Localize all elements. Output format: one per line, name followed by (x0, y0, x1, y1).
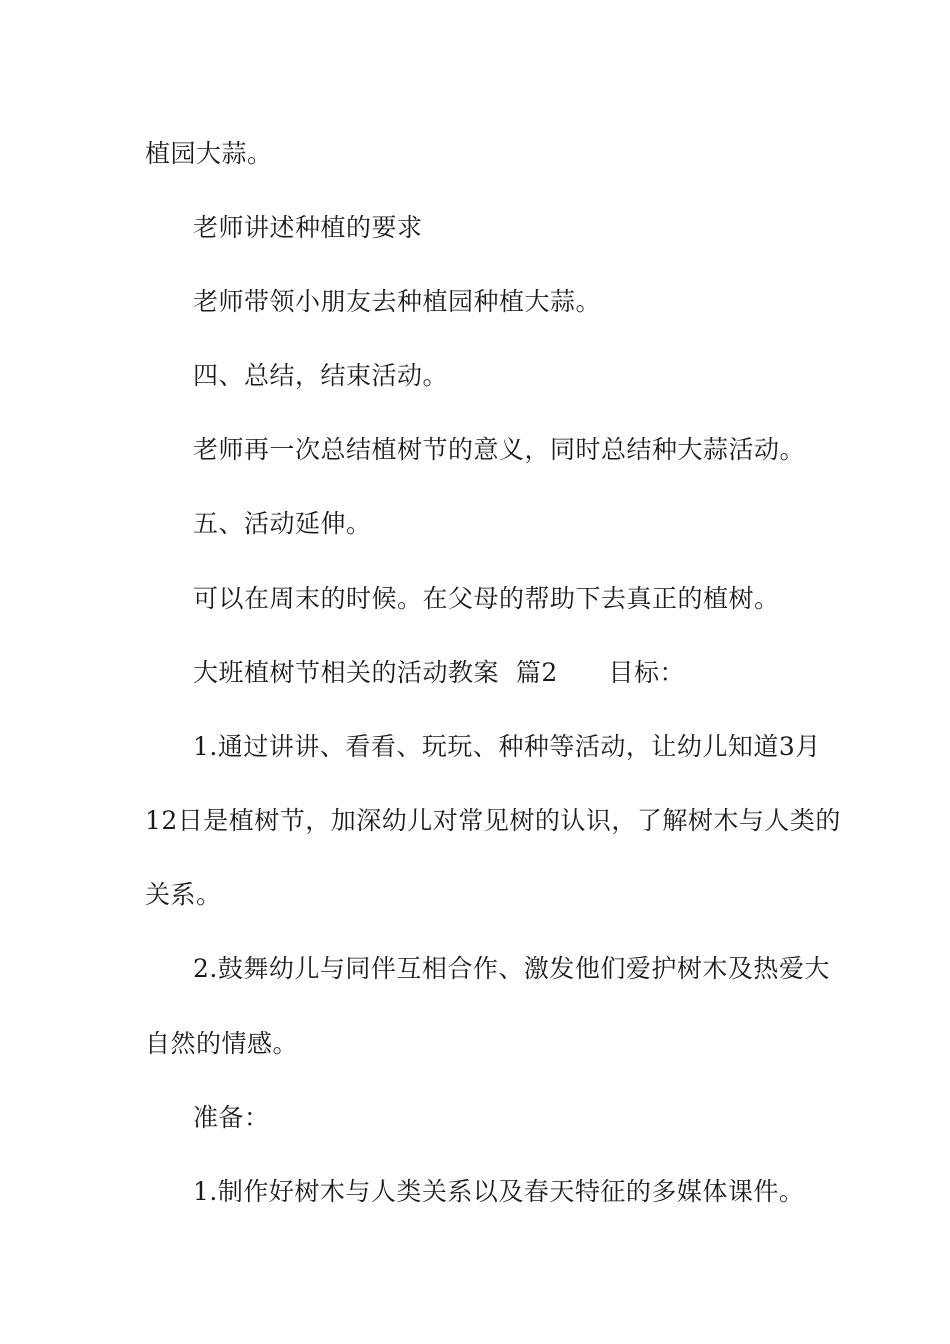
text-line-7: 可以在周末的时候。在父母的帮助下去真正的植树。 (193, 584, 780, 613)
text-line-2: 老师讲述种植的要求 (193, 213, 423, 242)
preparation-item-1: 1.制作好树木与人类关系以及春天特征的多媒体课件。 (193, 1177, 805, 1206)
text-line-5: 老师再一次总结植树节的意义，同时总结种大蒜活动。 (193, 435, 806, 464)
text-line-3: 老师带领小朋友去种植园种植大蒜。 (193, 287, 602, 316)
goal-2-line-1: 2.鼓舞幼儿与同伴互相合作、激发他们爱护树木及热爱大 (193, 954, 830, 983)
goal-1-line-1: 1.通过讲讲、看看、玩玩、种种等活动，让幼儿知道3月 (193, 732, 821, 761)
section-heading-summary: 四、总结，结束活动。 (193, 361, 449, 390)
lesson-title-line: 大班植树节相关的活动教案 篇2 目标： (193, 658, 685, 687)
goal-2-line-2: 自然的情感。 (145, 1029, 299, 1058)
preparation-heading: 准备： (193, 1103, 270, 1132)
text-line-1: 植园大蒜。 (145, 139, 273, 168)
goal-1-line-3: 关系。 (145, 880, 222, 909)
goal-1-line-2: 12日是植树节，加深幼儿对常见树的认识，了解树木与人类的 (145, 806, 841, 835)
section-heading-extension: 五、活动延伸。 (193, 509, 372, 538)
